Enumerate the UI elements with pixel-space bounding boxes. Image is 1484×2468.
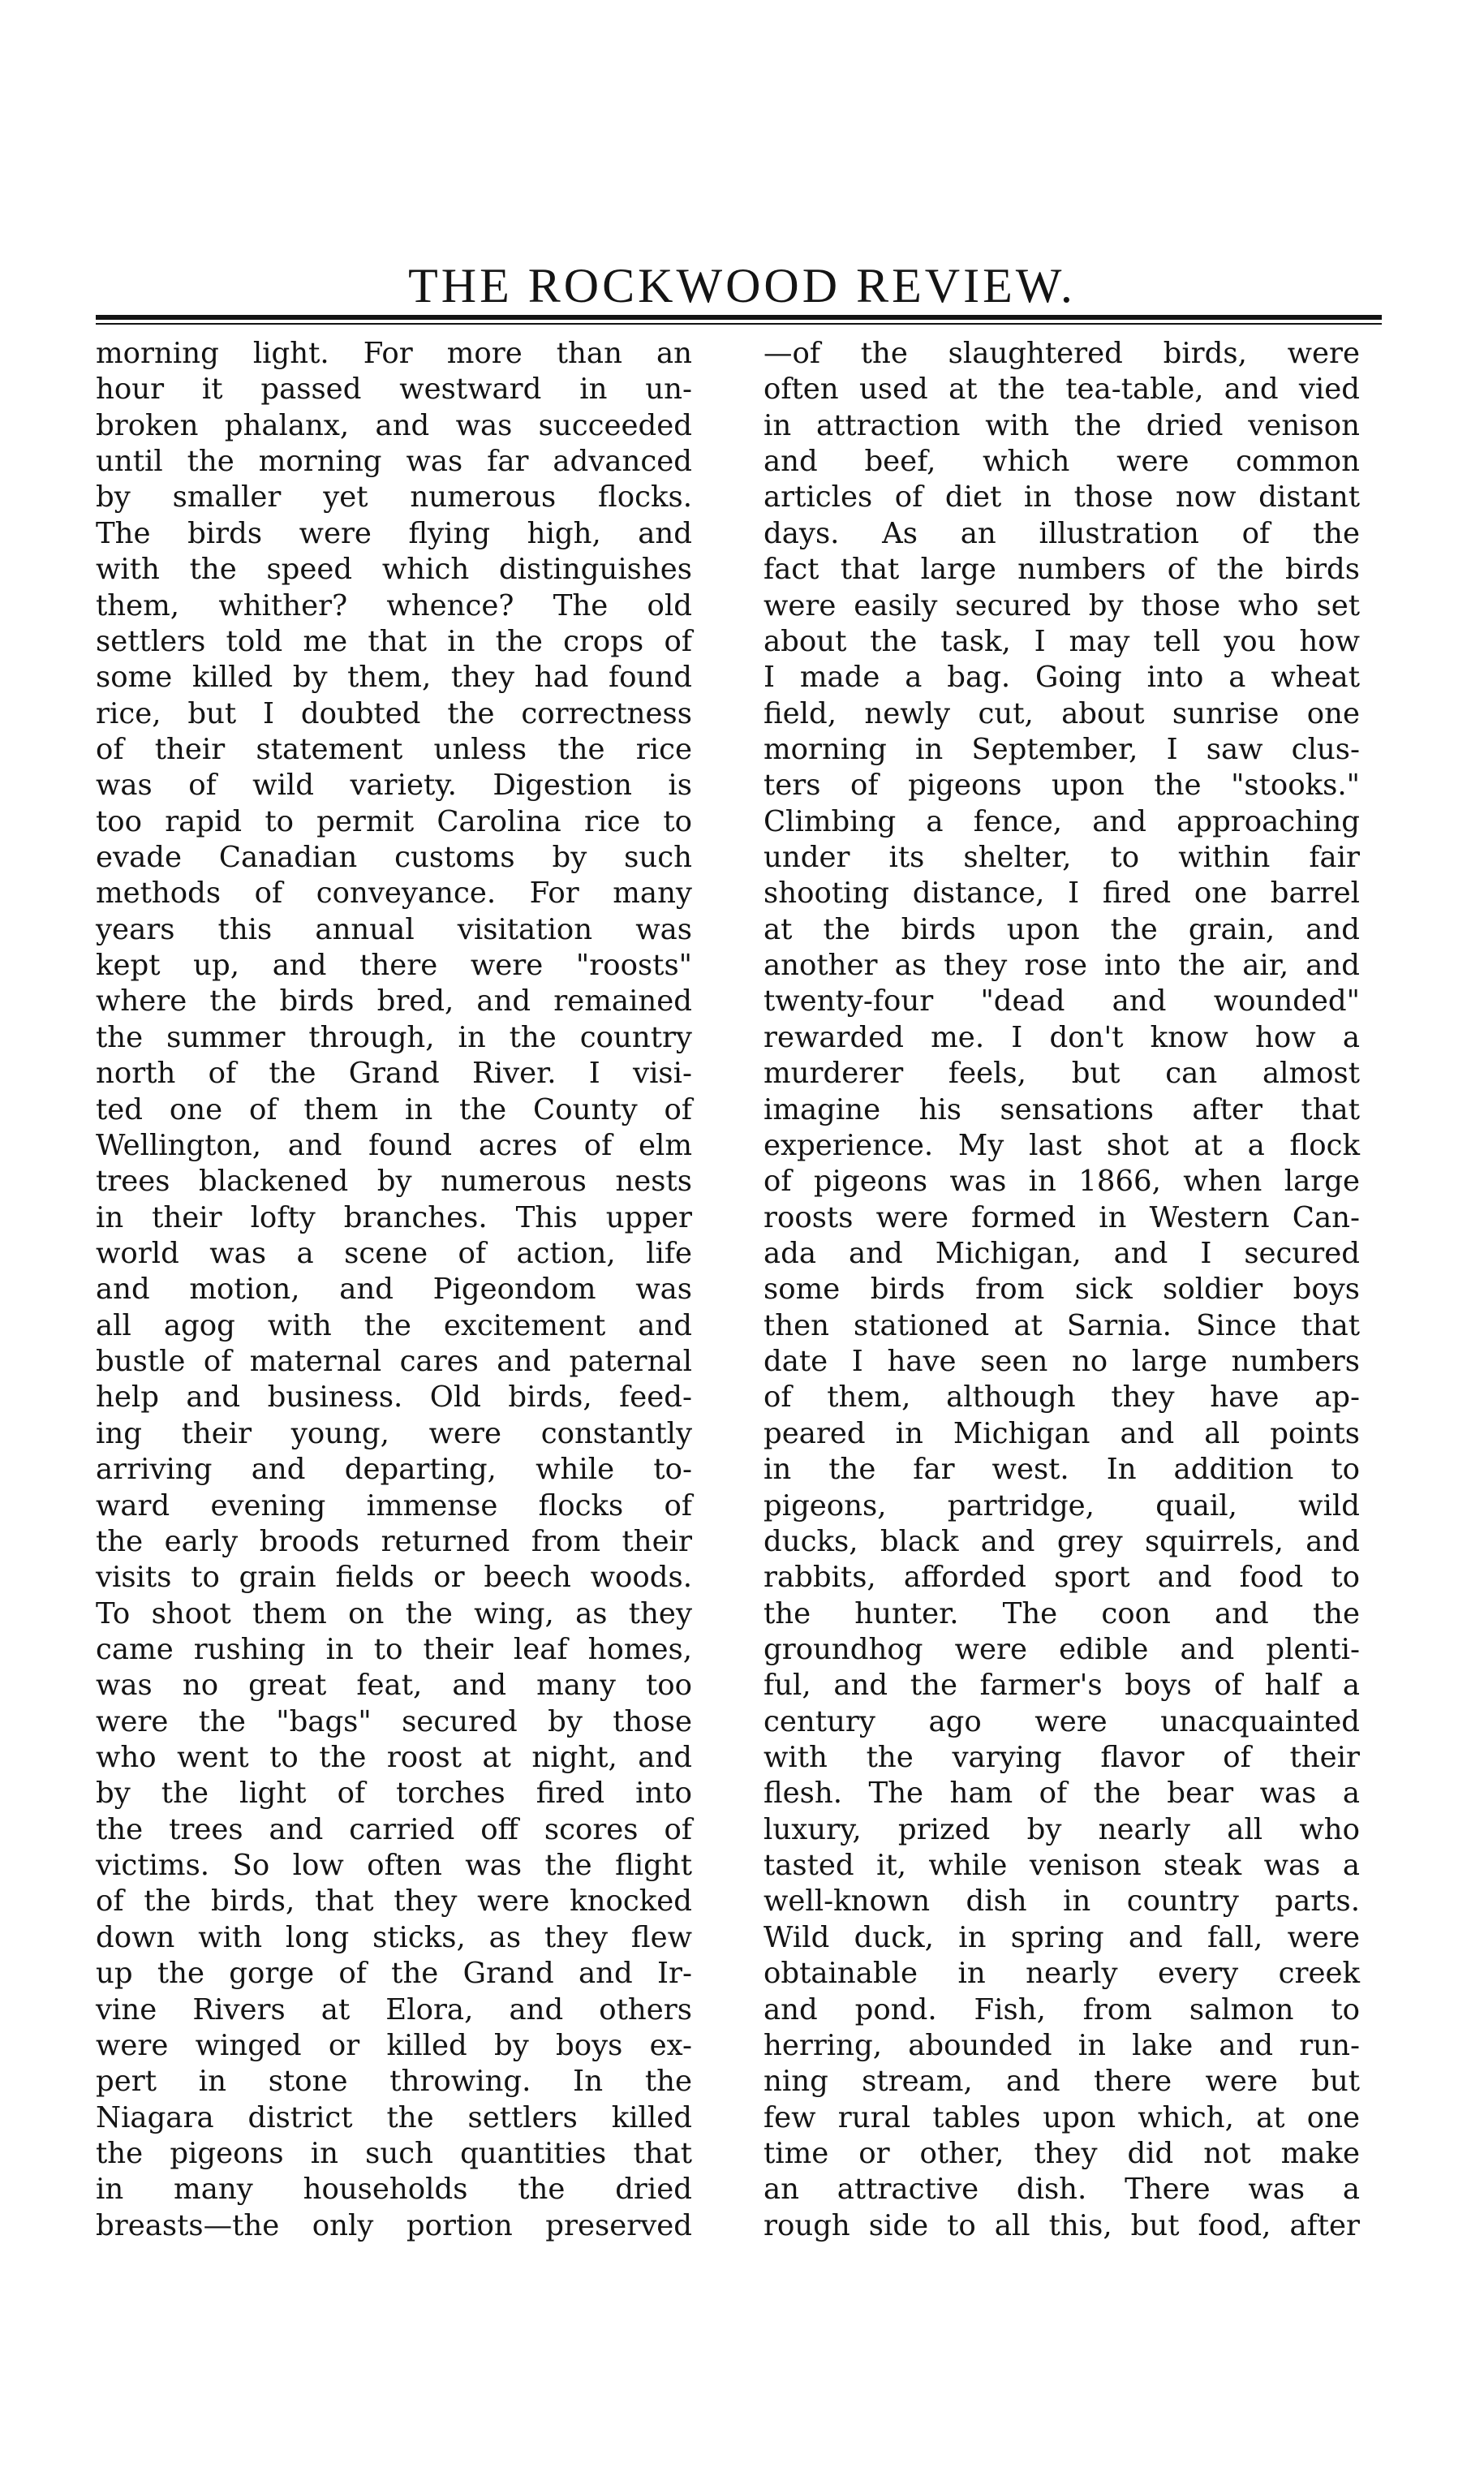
right-column-line: and beef, which were common xyxy=(764,445,1360,479)
left-column-line: ted one of them in the County of xyxy=(96,1092,692,1126)
right-column-line: some birds from sick soldier boys xyxy=(764,1273,1360,1307)
left-column-line: vine Rivers at Elora, and others xyxy=(96,1992,692,2027)
right-column-line: of pigeons was in 1866, when large xyxy=(764,1165,1360,1199)
right-column-line: peared in Michigan and all points xyxy=(764,1416,1360,1450)
left-column-line: too rapid to permit Carolina rice to xyxy=(96,804,692,838)
right-column-line: of them, although they have ap- xyxy=(764,1380,1360,1415)
right-column-line: —of the slaughtered birds, were xyxy=(764,337,1360,370)
right-column-line: flesh. The ham of the bear was a xyxy=(764,1777,1360,1811)
left-column-line: The birds were flying high, and xyxy=(96,516,692,550)
left-column-line: evade Canadian customs by such xyxy=(96,841,692,875)
left-column-line: visits to grain fields or beech woods. xyxy=(96,1561,692,1595)
left-column-line: until the morning was far advanced xyxy=(96,445,692,479)
right-column-line: Climbing a fence, and approaching xyxy=(764,804,1360,838)
left-column-line: Wellington, and found acres of elm xyxy=(96,1128,692,1162)
left-column-line: rice, but I doubted the correctness xyxy=(96,696,692,730)
left-column-line: world was a scene of action, life xyxy=(96,1236,692,1270)
left-column-line: some killed by them, they had found xyxy=(96,661,692,695)
right-column-line: obtainable in nearly every creek xyxy=(764,1957,1360,1991)
right-column-line: tasted it, while venison steak was a xyxy=(764,1849,1360,1883)
right-column-line: Wild duck, in spring and fall, were xyxy=(764,1920,1360,1954)
right-column-line: groundhog were edible and plenti- xyxy=(764,1632,1360,1666)
right-column-line: in the far west. In addition to xyxy=(764,1453,1360,1487)
left-column-line: in many households the dried xyxy=(96,2173,692,2207)
right-column-line: with the varying flavor of their xyxy=(764,1741,1360,1775)
left-column-line: by the light of torches fired into xyxy=(96,1777,692,1811)
left-column-line: years this annual visitation was xyxy=(96,912,692,946)
right-column-line: at the birds upon the grain, and xyxy=(764,912,1360,946)
right-column-line: often used at the tea-table, and vied xyxy=(764,373,1360,407)
left-column-line: in their lofty branches. This upper xyxy=(96,1200,692,1234)
left-column-line: and motion, and Pigeondom was xyxy=(96,1273,692,1307)
left-column-line: pert in stone throwing. In the xyxy=(96,2065,692,2099)
right-column-line: rough side to all this, but food, after xyxy=(764,2208,1360,2242)
left-column-line: who went to the roost at night, and xyxy=(96,1741,692,1775)
right-column-line: murderer feels, but can almost xyxy=(764,1057,1360,1091)
right-column-line: experience. My last shot at a flock xyxy=(764,1128,1360,1162)
left-column-line: broken phalanx, and was succeeded xyxy=(96,408,692,442)
right-column-line: roosts were formed in Western Can- xyxy=(764,1200,1360,1234)
right-column-line: morning in September, I saw clus- xyxy=(764,732,1360,766)
right-column-line: ning stream, and there were but xyxy=(764,2065,1360,2099)
left-column-line: was no great feat, and many too xyxy=(96,1669,692,1703)
left-column-line: help and business. Old birds, feed- xyxy=(96,1380,692,1415)
right-column-line: rewarded me. I don't know how a xyxy=(764,1020,1360,1054)
right-column-line: well-known dish in country parts. xyxy=(764,1884,1360,1919)
right-column-line: in attraction with the dried venison xyxy=(764,408,1360,442)
page-title: THE ROCKWOOD REVIEW. xyxy=(408,259,1076,312)
left-column-line: them, whither? whence? The old xyxy=(96,588,692,622)
left-column-line: ing their young, were constantly xyxy=(96,1416,692,1450)
left-column-line: were the "bags" secured by those xyxy=(96,1704,692,1738)
left-column-line: of the birds, that they were knocked xyxy=(96,1884,692,1919)
header-rule-thin xyxy=(96,323,1382,325)
right-column-line: the hunter. The coon and the xyxy=(764,1596,1360,1630)
right-column-line: and pond. Fish, from salmon to xyxy=(764,1992,1360,2027)
right-column-line: I made a bag. Going into a wheat xyxy=(764,661,1360,695)
left-column-line: kept up, and there were "roosts" xyxy=(96,949,692,983)
left-column-line: where the birds bred, and remained xyxy=(96,984,692,1019)
left-column-line: breasts—the only portion preserved xyxy=(96,2208,692,2242)
right-column-line: fact that large numbers of the birds xyxy=(764,553,1360,587)
left-column-line: the trees and carried off scores of xyxy=(96,1812,692,1846)
left-column-line: settlers told me that in the crops of xyxy=(96,624,692,658)
left-column-line: came rushing in to their leaf homes, xyxy=(96,1632,692,1666)
left-column-line: trees blackened by numerous nests xyxy=(96,1165,692,1199)
header-rule-thick xyxy=(96,315,1382,320)
right-column-line: about the task, I may tell you how xyxy=(764,624,1360,658)
right-column-line: days. As an illustration of the xyxy=(764,516,1360,550)
left-column-line: with the speed which distinguishes xyxy=(96,553,692,587)
left-column-line: all agog with the excitement and xyxy=(96,1308,692,1342)
right-column-line: field, newly cut, about sunrise one xyxy=(764,696,1360,730)
right-column-line: another as they rose into the air, and xyxy=(764,949,1360,983)
left-column-line: was of wild variety. Digestion is xyxy=(96,769,692,803)
right-column-line: shooting distance, I fired one barrel xyxy=(764,877,1360,911)
left-column-line: the early broods returned from their xyxy=(96,1524,692,1558)
right-column-line: articles of diet in those now distant xyxy=(764,480,1360,515)
right-column-line: were easily secured by those who set xyxy=(764,588,1360,622)
right-column-line: ducks, black and grey squirrels, and xyxy=(764,1524,1360,1558)
left-column-line: the summer through, in the country xyxy=(96,1020,692,1054)
right-column-line: an attractive dish. There was a xyxy=(764,2173,1360,2207)
left-column-line: hour it passed westward in un- xyxy=(96,373,692,407)
right-column-line: ada and Michigan, and I secured xyxy=(764,1236,1360,1270)
right-column-line: under its shelter, to within fair xyxy=(764,841,1360,875)
right-column-line: time or other, they did not make xyxy=(764,2136,1360,2170)
left-column-line: bustle of maternal cares and paternal xyxy=(96,1345,692,1379)
left-column-line: the pigeons in such quantities that xyxy=(96,2136,692,2170)
right-column-line: imagine his sensations after that xyxy=(764,1092,1360,1126)
right-column-line: pigeons, partridge, quail, wild xyxy=(764,1488,1360,1523)
right-column-line: rabbits, afforded sport and food to xyxy=(764,1561,1360,1595)
right-column-line: herring, abounded in lake and run- xyxy=(764,2028,1360,2062)
left-column-line: arriving and departing, while to- xyxy=(96,1453,692,1487)
left-column-line: Niagara district the settlers killed xyxy=(96,2100,692,2134)
right-column-line: ters of pigeons upon the "stooks." xyxy=(764,769,1360,803)
right-column-line: few rural tables upon which, at one xyxy=(764,2100,1360,2134)
left-column-line: up the gorge of the Grand and Ir- xyxy=(96,1957,692,1991)
left-column-line: of their statement unless the rice xyxy=(96,732,692,766)
right-column-line: twenty-four "dead and wounded" xyxy=(764,984,1360,1019)
left-column-line: by smaller yet numerous flocks. xyxy=(96,480,692,515)
right-column-line: luxury, prized by nearly all who xyxy=(764,1812,1360,1846)
right-column-line: century ago were unacquainted xyxy=(764,1704,1360,1738)
left-column-line: were winged or killed by boys ex- xyxy=(96,2028,692,2062)
left-column-line: north of the Grand River. I visi- xyxy=(96,1057,692,1091)
left-column-line: victims. So low often was the flight xyxy=(96,1849,692,1883)
left-column-line: down with long sticks, as they flew xyxy=(96,1920,692,1954)
right-column-line: ful, and the farmer's boys of half a xyxy=(764,1669,1360,1703)
left-column xyxy=(96,336,692,2244)
left-column-line: morning light. For more than an xyxy=(96,337,692,370)
left-column-line: To shoot them on the wing, as they xyxy=(96,1596,692,1630)
left-column-line: ward evening immense flocks of xyxy=(96,1488,692,1523)
right-column-line: then stationed at Sarnia. Since that xyxy=(764,1308,1360,1342)
right-column-line: date I have seen no large numbers xyxy=(764,1345,1360,1379)
left-column-line: methods of conveyance. For many xyxy=(96,877,692,911)
right-column xyxy=(764,336,1360,2244)
